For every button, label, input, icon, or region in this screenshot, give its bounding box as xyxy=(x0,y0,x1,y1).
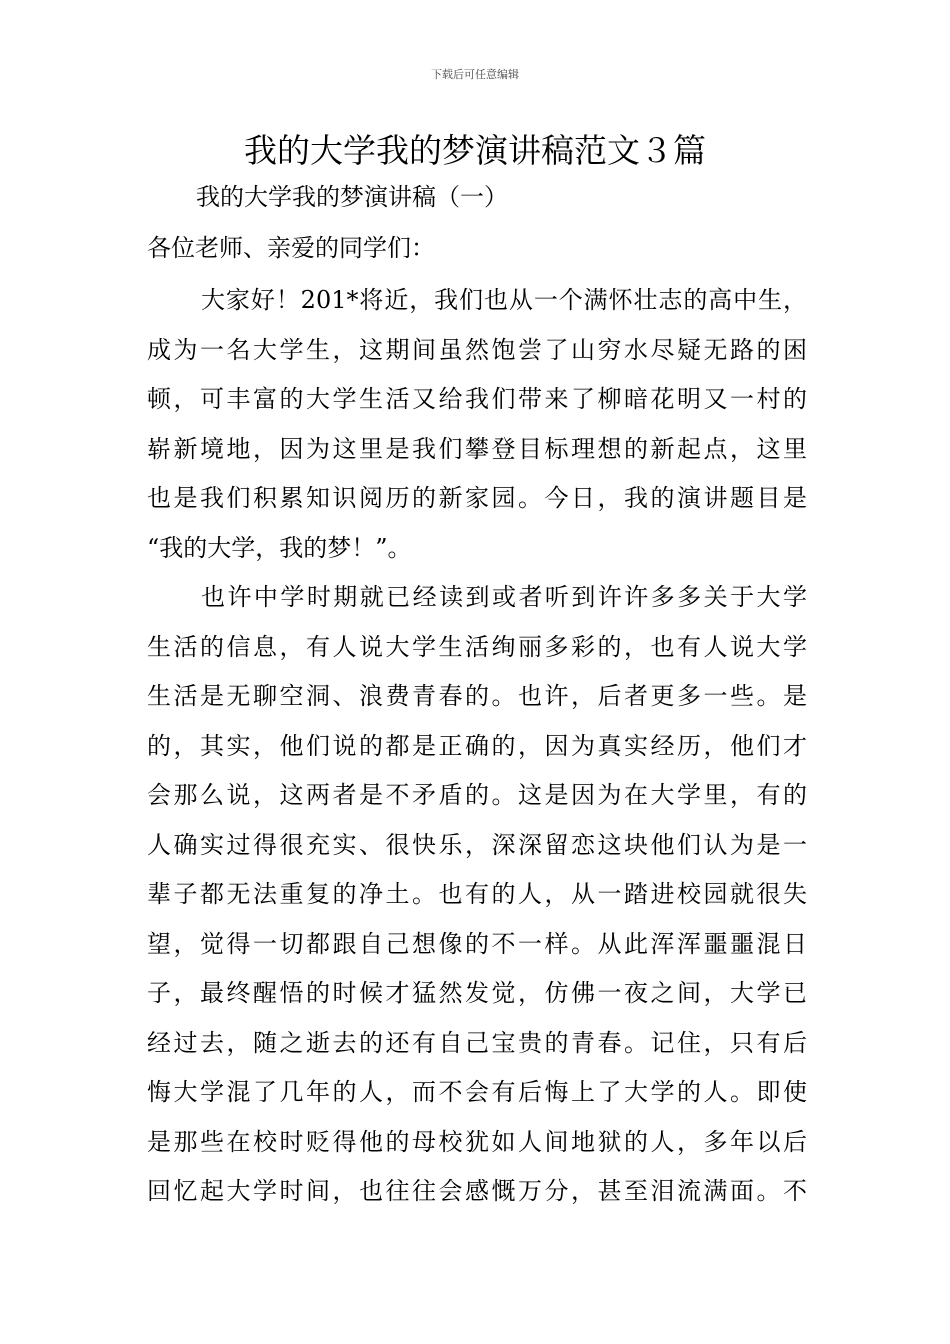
paragraph-2-line-10: 经过去，随之逝去的还有自己宝贵的青春。记住，只有后 xyxy=(147,1029,807,1057)
paragraph-2-line-1: 也许中学时期就已经读到或者听到许许多多关于大学 xyxy=(201,583,807,611)
paragraph-1-line-1: 大家好！201*将近，我们也从一个满怀壮志的高中生， xyxy=(201,286,807,314)
paragraph-2-line-7: 辈子都无法重复的净土。也有的人，从一踏进校园就很失 xyxy=(147,880,807,908)
section-subtitle: 我的大学我的梦演讲稿（一） xyxy=(196,183,508,211)
paragraph-2-line-3: 生活是无聊空洞、浪费青春的。也许，后者更多一些。是 xyxy=(147,682,807,710)
paragraph-2-line-8: 望，觉得一切都跟自己想像的不一样。从此浑浑噩噩混日 xyxy=(147,930,807,958)
paragraph-2-line-5: 会那么说，这两者是不矛盾的。这是因为在大学里，有的 xyxy=(147,781,807,809)
paragraph-2-line-2: 生活的信息，有人说大学生活绚丽多彩的，也有人说大学 xyxy=(147,633,807,661)
salutation: 各位老师、亲爱的同学们： xyxy=(147,234,435,262)
paragraph-1-line-3: 顿，可丰富的大学生活又给我们带来了柳暗花明又一村的 xyxy=(147,385,807,413)
document-title: 我的大学我的梦演讲稿范文３篇 xyxy=(244,131,706,170)
paragraph-2-line-13: 回忆起大学时间，也往往会感慨万分，甚至泪流满面。不 xyxy=(147,1177,807,1205)
paragraph-2-line-9: 子，最终醒悟的时候才猛然发觉，仿佛一夜之间，大学已 xyxy=(147,979,807,1007)
paragraph-2-line-4: 的，其实，他们说的都是正确的，因为真实经历，他们才 xyxy=(147,732,807,760)
paragraph-2-line-12: 是那些在校时贬得他的母校犹如人间地狱的人，多年以后 xyxy=(147,1128,807,1156)
paragraph-1-line-6: “我的大学，我的梦！”。 xyxy=(147,534,412,562)
paragraph-1-line-5: 也是我们积累知识阅历的新家园。今日，我的演讲题目是 xyxy=(147,484,807,512)
paragraph-1-line-2: 成为一名大学生，这期间虽然饱尝了山穷水尽疑无路的困 xyxy=(147,336,807,364)
paragraph-2-line-11: 悔大学混了几年的人，而不会有后悔上了大学的人。即使 xyxy=(147,1078,807,1106)
paragraph-1-line-4: 崭新境地，因为这里是我们攀登目标理想的新起点，这里 xyxy=(147,435,807,463)
header-note: 下载后可任意编辑 xyxy=(431,68,519,81)
paragraph-2-line-6: 人确实过得很充实、很快乐，深深留恋这块他们认为是一 xyxy=(147,831,807,859)
